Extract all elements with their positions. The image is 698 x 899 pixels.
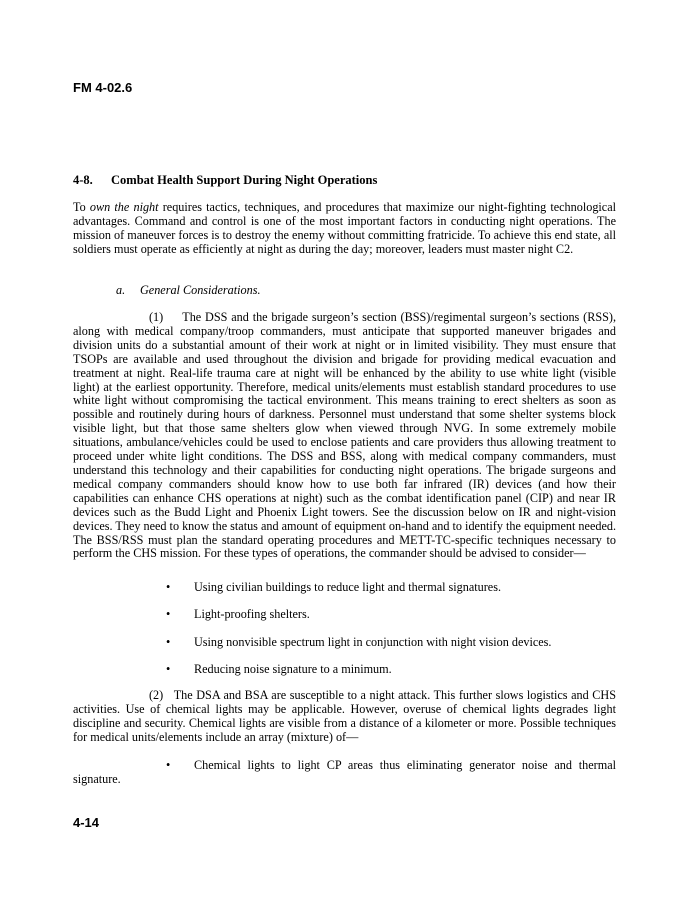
bullet-icon: • bbox=[166, 635, 171, 649]
section-title: Combat Health Support During Night Operations bbox=[111, 173, 378, 187]
intro-text-rest: requires tactics, techniques, and procedures that maximize our night-fighting technological advantages. Command and control is one of the most important factors in conducting night operations. The mission of maneuver forces is to destroy the enemy without committing fratricide. To achieve this end state, all soldiers must operate as efficiently at night as during the day; moreover, leaders must master night C2. bbox=[73, 200, 617, 256]
list-item-text: Light-proofing shelters. bbox=[194, 607, 310, 621]
subsection-title: General Considerations. bbox=[140, 283, 261, 297]
subsection-heading bbox=[116, 283, 261, 298]
intro-emphasis: own the night bbox=[89, 200, 159, 214]
document-header: FM 4-02.6 bbox=[73, 80, 133, 95]
bullet-icon: • bbox=[166, 580, 171, 594]
paragraph-2 bbox=[73, 689, 616, 745]
list-item bbox=[166, 662, 616, 677]
bullet-icon: • bbox=[166, 607, 171, 621]
list-item bbox=[166, 635, 616, 650]
section-heading bbox=[73, 173, 377, 188]
paragraph-2-text: The DSA and BSA are susceptible to a night attack. This further slows logistics and CHS activities. Use of chemical lights may be applicable. However, overuse of chemical lights degrades light discipline and security. Chemical lights are visible from a distance of a kilometer or more. Possible techniques for medical units/elements include an array (mixture) of— bbox=[73, 688, 616, 744]
section-number: 4-8. bbox=[73, 173, 93, 187]
list-item-text: Using nonvisible spectrum light in conjunction with night vision devices. bbox=[194, 635, 552, 649]
intro-text-start: To bbox=[73, 200, 90, 214]
paragraph-2-number: (2) bbox=[149, 688, 164, 702]
bullet-icon: • bbox=[166, 758, 171, 772]
intro-paragraph bbox=[73, 201, 616, 257]
list-item bbox=[166, 607, 616, 622]
list-item-text: Using civilian buildings to reduce light and thermal signatures. bbox=[194, 580, 501, 594]
bullet-item-chemical-lights bbox=[73, 759, 616, 787]
list-item bbox=[166, 580, 616, 595]
list-item-text: Reducing noise signature to a minimum. bbox=[194, 662, 392, 676]
bullet-text: Chemical lights to light CP areas thus eliminating generator noise and thermal signature. bbox=[73, 758, 616, 786]
paragraph-1-text: The DSS and the brigade surgeon’s section (BSS)/regimental surgeon’s sections (RSS), along with medical company/troop commanders, must anticipate that supported maneuver brigades and division units do a substantial amount of their work at night or in limited visibility. They must ensure that TSOPs are available and used throughout the division and brigade for providing medical evacuation and treatment at night. Real-life trauma care at night will be enhanced by the ability to use white light (visible light) at the earliest opportunity. Therefore, medical units/elements must establish standard procedures to use white light without compromising the tactical environment. This means training to erect shelters as soon as possible and routinely during hours of darkness. Personnel must understand that some shelter systems block visible light, but that those same shelters glow when viewed through NVG. In some extremely mobile situations, ambulance/vehicles could be used to enclose patients and care providers thus allowing treatment to proceed under white light conditions. The DSS and BSS, along with medical company commanders, must understand this technology and their capabilities for conducting night operations. The brigade surgeons and medical company commanders should know how to use both far infrared (IR) devices (and how their capabilities can enhance CHS operations at night) such as the combat identification panel (CIP) and near IR devices such as the Budd Light and Phoenix Light towers. See the discussion below on IR and night-vision devices. They need to know the status and amount of equipment on-hand and to identify the equipment needed. The BSS/RSS must plan the standard operating procedures and METT-TC-specific techniques necessary to perform the CHS mission. For these types of operations, the commander should be advised to consider— bbox=[73, 310, 616, 561]
paragraph-1-number: (1) bbox=[149, 310, 164, 324]
bullet-icon: • bbox=[166, 662, 171, 676]
page-number: 4-14 bbox=[73, 815, 100, 830]
subsection-label: a. bbox=[116, 283, 126, 297]
paragraph-1 bbox=[73, 311, 616, 561]
